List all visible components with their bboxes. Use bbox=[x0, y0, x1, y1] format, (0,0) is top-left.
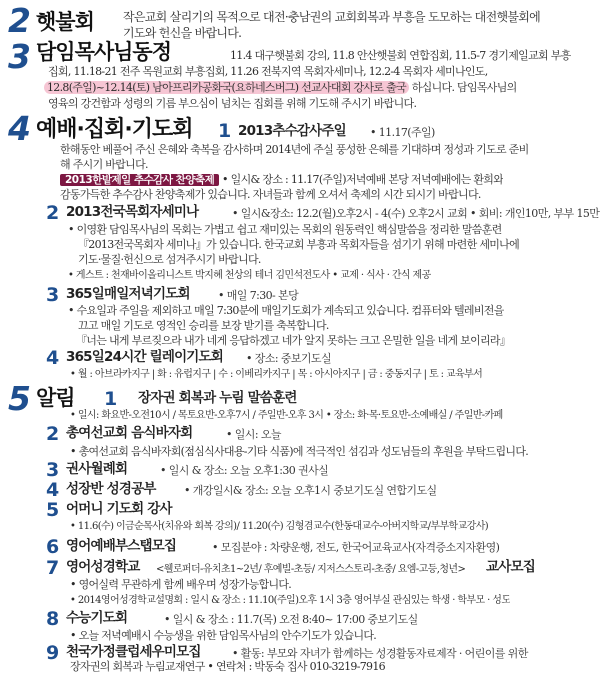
item-4-1-number: 1 bbox=[218, 120, 232, 142]
section-3-text-4: 영육의 강건함과 성령의 기름 부으심이 넘치는 집회를 위해 기도해 주시기 바랍니다. bbox=[48, 97, 417, 110]
item-5-3-title: 권사월례회 bbox=[66, 461, 128, 477]
item-4-3-title: 365일매일저녁기도회 bbox=[66, 286, 190, 302]
item-5-7-text-1: • 영어실력 무관하게 함께 배우며 성장가능합니다. bbox=[70, 578, 292, 591]
item-5-7-title: 영어성경학교 bbox=[66, 559, 140, 575]
section-3-text-1: 11.4 대구햇불회 강의, 11.8 안산햇불회 연합집회, 11.5-7 경기제일교회 부흥 bbox=[230, 49, 571, 62]
item-4-4-title: 365일24시간 릴레이기도회 bbox=[66, 349, 224, 365]
item-5-2-text-1: • 총여선교회 음식바자회(점심식사대용-기타 식품)에 적극적인 섬김과 성도님들의 후원을 부탁드립니다. bbox=[70, 445, 529, 458]
item-4-3-text-3: 『너는 내게 부르짖으라 내가 네게 응답하겠고 네가 알지 못하는 크고 은밀한 일을 네게 보이리라』 bbox=[76, 334, 511, 347]
item-5-7-title-2: 교사모집 bbox=[486, 559, 535, 575]
section-5-title: 알림 bbox=[36, 386, 75, 410]
item-4-1-title: 2013추수감사주일 bbox=[238, 123, 346, 139]
item-5-6-number: 6 bbox=[46, 536, 60, 558]
item-4-2-text-2: 『2013전국목회자 세미나』가 있습니다. 한국교회 부흥과 목회자들을 섬기기 위해 마련한 세미나에 bbox=[78, 238, 520, 251]
section-5-number: 5 bbox=[8, 379, 31, 418]
item-5-7-text-2: • 2014영어성경학교설명회 : 일시 & 장소 : 11.10(주일)오후 1시 3층 영어부실 관심있는 학생 · 학부모 · 성도 bbox=[70, 595, 511, 606]
item-5-5-number: 5 bbox=[46, 499, 60, 521]
item-4-4-text-1: • 월 : 아브라카지구 | 화 : 유럽지구 | 수 : 이베리카지구 | 목 : 아시아지구 | 금 : 중동지구 | 토 : 교육부서 bbox=[70, 369, 483, 380]
item-5-8-title: 수능기도회 bbox=[66, 610, 128, 626]
item-5-6-title: 영어예배부스탭모집 bbox=[66, 538, 177, 554]
section-2-number: 2 bbox=[8, 1, 31, 40]
item-4-1-info: • 11.17(주일) bbox=[370, 126, 435, 139]
item-5-8-info: • 일시 & 장소 : 11.7(목) 오전 8:40~ 17:00 중보기도실 bbox=[164, 613, 418, 626]
item-5-2-title: 총여선교회 음식바자회 bbox=[66, 425, 193, 441]
item-4-2-text-4: • 게스트 : 천재바이올리니스트 박지혜 천상의 테너 김민석전도사 • 교제 · 식사 · 간식 제공 bbox=[68, 270, 431, 281]
item-5-7-number: 7 bbox=[46, 557, 60, 579]
item-5-9-info: • 활동: 부모와 자녀가 함께하는 성경활동자료제작 · 어린이를 위한 bbox=[232, 647, 528, 660]
item-4-2-text-1: • 이영환 담임목사님의 목회는 가볍고 쉽고 재미있는 목회의 원동력인 핵심말씀을 정리한 말씀훈련 bbox=[68, 223, 502, 236]
item-4-2-title: 2013전국목회자세미나 bbox=[66, 204, 199, 220]
item-4-2-info: • 일시&장소: 12.2(월)오후2시 - 4(수) 오후2시 교회 • 회비: 개인10만, 부부 15만 bbox=[232, 207, 600, 220]
item-5-8-number: 8 bbox=[46, 608, 60, 630]
item-5-6-info: • 모집분야 : 차량운행, 전도, 한국어교육교사(자격증소지자환영) bbox=[212, 541, 500, 554]
item-4-3-text-2: 끄고 매일 기도로 영적인 승리를 보장 받기를 축복합니다. bbox=[78, 319, 329, 332]
item-4-3-number: 3 bbox=[46, 284, 60, 306]
item-5-1-number: 1 bbox=[104, 388, 118, 410]
section-2-text-2: 기도와 헌신을 바랍니다. bbox=[123, 26, 242, 40]
item-5-2-info: • 일시: 오늘 bbox=[226, 428, 281, 441]
item-5-4-number: 4 bbox=[46, 479, 60, 501]
item-5-4-title: 성장반 성경공부 bbox=[66, 481, 156, 497]
item-4-1-text-1: 한해동안 베풀어 주신 은혜와 축복을 감사하며 2014년에 주실 풍성한 은혜를 기대하며 정성과 기도로 준비 bbox=[60, 143, 529, 156]
item-5-3-number: 3 bbox=[46, 459, 60, 481]
item-5-2-number: 2 bbox=[46, 423, 60, 445]
item-5-3-info: • 일시 & 장소: 오늘 오후1:30 권사실 bbox=[160, 464, 329, 477]
item-4-2-text-3: 기도·물질·헌신으로 섬겨주시기 바랍니다. bbox=[78, 253, 261, 266]
section-3-text-3: 12.8(주일)~12.14(토) 남아프리카공화국(요하네스버그) 선교사대회 강사로 출국 하십니다. 담임목사님의 bbox=[44, 80, 517, 95]
harvest-festival-tag: 2013한밭제일 추수감사 찬양축제 bbox=[60, 174, 219, 186]
section-4-number: 4 bbox=[8, 109, 31, 148]
item-5-5-text-1: • 11.6(수) 이금순목사(치유와 회복 강의)/ 11.20(수) 김형겸교수(한동대교수-아버지학교/부부학교강사) bbox=[70, 521, 489, 532]
item-5-9-text-1: 장자권의 회복과 누림교재연구 • 연락처 : 박동숙 집사 010-3219-7916 bbox=[70, 660, 385, 673]
item-4-4-info: • 장소: 중보기도실 bbox=[246, 352, 331, 365]
item-5-7-sub: <웰로퍼더-유치초1~2년/ 후예빌-초등/ 지저스스토리-초중/ 요엠-고등,청년> bbox=[156, 564, 466, 575]
item-5-1-text-1: • 일시: 화요반-오전10시 / 목토요반-오후7시 / 주일반-오후 3시 • 장소: 화·목·토요반-소예배실 / 주일반-카페 bbox=[70, 410, 503, 421]
item-5-5-title: 어머니 기도회 강사 bbox=[66, 501, 172, 517]
item-5-9-title: 천국가정클럽세우미모집 bbox=[66, 644, 201, 660]
item-4-1-text-3: 2013한밭제일 추수감사 찬양축제 • 일시& 장소 : 11.17(주일)저녁예배 본당 저녁예배에는 환희와 bbox=[60, 172, 503, 188]
item-5-9-number: 9 bbox=[46, 642, 60, 664]
item-5-4-info: • 개강일시& 장소: 오늘 오후1시 중보기도실 연합기도실 bbox=[184, 484, 437, 497]
overseas-trip-highlight: 12.8(주일)~12.14(토) 남아프리카공화국(요하네스버그) 선교사대회 강사로 출국 bbox=[44, 81, 409, 94]
item-4-1-text-4: 감동가득한 추수감사 찬양축제가 있습니다. 자녀들과 함께 오셔서 축제의 시간 되시기 바랍니다. bbox=[60, 188, 481, 201]
section-3-text-2: 집회, 11.18-21 전주 목원교회 부흥집회, 11.26 전북지역 목회자세미나, 12.2-4 목회자 세미나인도, bbox=[48, 65, 488, 78]
section-4-title: 예배·집회·기도회 bbox=[36, 117, 193, 142]
section-2-title: 햇불회 bbox=[36, 10, 94, 34]
item-4-4-number: 4 bbox=[46, 347, 60, 369]
item-4-3-info: • 매일 7:30- 본당 bbox=[218, 289, 299, 302]
section-2-text-1: 작은교회 살리기의 목적으로 대전·충남권의 교회회복과 부흥을 도모하는 대전햇불회에 bbox=[123, 10, 541, 24]
item-5-1-title: 장자권 회복과 누림 말씀훈련 bbox=[138, 390, 297, 406]
section-3-number: 3 bbox=[8, 37, 31, 76]
item-4-2-number: 2 bbox=[46, 202, 60, 224]
item-4-1-text-2: 해 주시기 바랍니다. bbox=[60, 158, 148, 171]
item-5-8-text-1: • 오늘 저녁예배시 수능생을 위한 담임목사님의 안수기도가 있습니다. bbox=[70, 629, 377, 642]
section-3-title: 담임목사님동정 bbox=[36, 40, 172, 64]
item-4-3-text-1: • 수요일과 주일을 제외하고 매일 7:30분에 매일기도회가 계속되고 있습니다. 컴퓨터와 텔레비전을 bbox=[68, 304, 504, 317]
